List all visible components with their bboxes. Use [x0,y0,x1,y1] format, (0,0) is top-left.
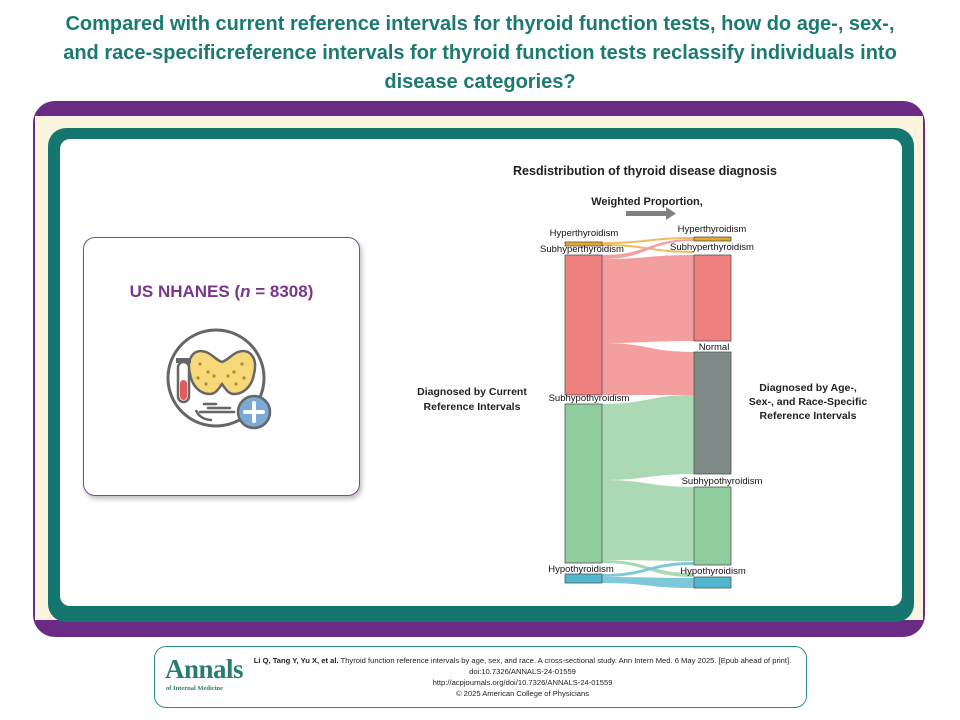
annals-logo-subtitle: of Internal Medicine [166,685,224,692]
citation-text [250,655,795,699]
right-node-normal [694,352,731,474]
left-label-subhyperthyroidism: Subhyperthyroidism [540,244,624,255]
diagram-title: Resdistribution of thyroid disease diagnosis [513,164,777,178]
citation-authors: Li Q, Tang Y, Yu X, et al. [253,656,339,665]
left-axis-label-line2: Reference Intervals [423,401,521,413]
left-node-subhypothyroidism [565,404,602,563]
right-node-subhypothyroidism [694,487,731,565]
right-label-subhypothyroidism: Subhypothyroidism [681,476,763,487]
left-node-hypothyroidism [565,574,602,583]
right-node-subhyperthyroidism [694,255,731,341]
flow-subhyper-to-subhyper [602,255,694,343]
right-label-hyperthyroidism: Hyperthyroidism [677,224,747,235]
study-label: US NHANES (n = 8308) [129,282,314,301]
right-label-hypothyroidism: Hypothyroidism [680,566,746,577]
flow-subhypo-to-subhypo [602,480,694,561]
sankey-flows [602,237,694,588]
left-label-subhypothyroidism: Subhypothyroidism [548,393,630,404]
flow-subhyper-to-normal [602,343,694,395]
citation-details: Thyroid function reference intervals by age, sex, and race. A cross-sectional study. Ann Intern Med. 6 May 2025. [Epub ahead of print]. doi:10.7326/ANNALS-24-01559 [340,656,792,676]
left-label-hypothyroidism: Hypothyroidism [548,564,614,575]
left-axis-label-line1: Diagnosed by Current [417,386,527,398]
right-axis-label-line1: Diagnosed by Age-, [759,382,857,394]
right-axis-label-line2: Sex-, and Race-Specific [748,396,868,408]
annals-logo: Annals [165,654,244,684]
citation-footer [154,646,807,708]
right-label-normal: Normal [698,342,730,353]
right-label-subhyperthyroidism: Subhyperthyroidism [670,242,754,253]
arrow-label: Weighted Proportion, [591,196,703,208]
right-node-hyperthyroidism [694,237,731,241]
flow-subhypo-to-normal [602,395,694,480]
right-node-hypothyroidism [694,577,731,588]
direction-arrow [626,207,676,220]
right-axis-label-line3: Reference Intervals [759,410,857,422]
flow-hypo-to-hypo [602,577,694,588]
citation-url[interactable]: http://acpjournals.org/doi/10.7326/ANNALS-24-01559 [432,678,613,687]
left-node-subhyperthyroidism [565,255,602,395]
page-title: Compared with current reference intervals for thyroid function tests, how do age-, sex-, and race-specificreference intervals for thyroid function tests reclassify individuals into disease categories? [63,13,897,93]
left-label-hyperthyroidism: Hyperthyroidism [549,228,619,239]
copyright: © 2025 American College of Physicians [455,689,590,698]
